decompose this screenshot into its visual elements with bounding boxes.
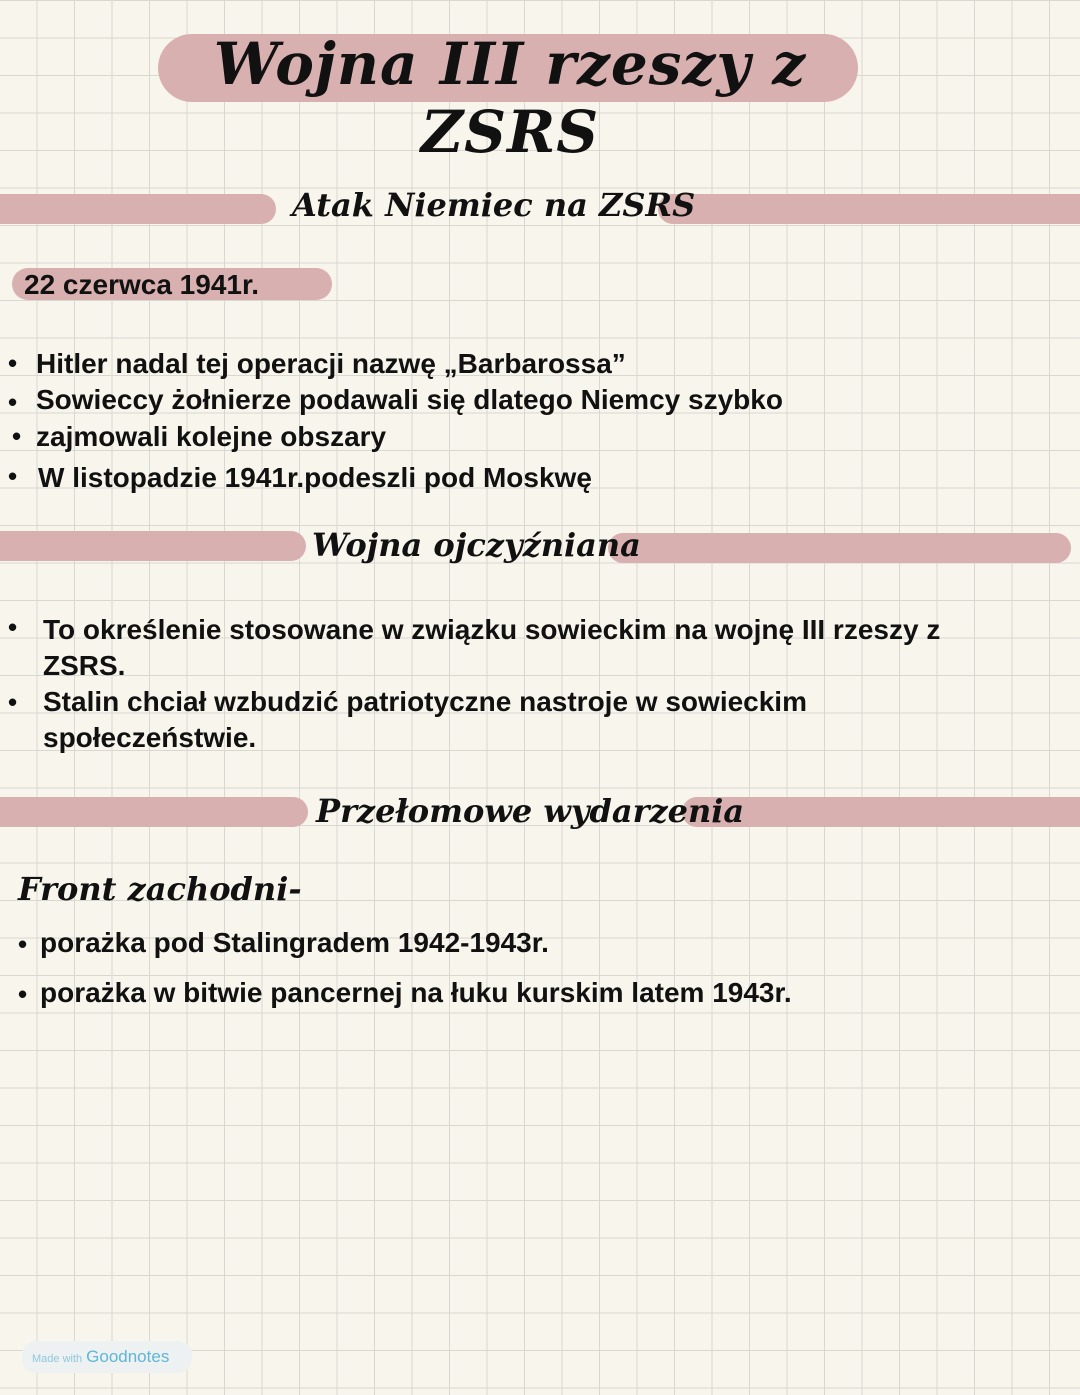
bullet-dot: • [12, 421, 22, 451]
list-item: porażka pod Stalingradem 1942-1943r. [40, 927, 549, 958]
date-label: 22 czerwca 1941r. [24, 269, 260, 300]
title-block [150, 22, 870, 166]
list-item: Hitler nadal tej operacji nazwę „Barbarossa” [36, 348, 626, 379]
list-item-continuation: ZSRS. [43, 650, 126, 681]
section-band-right [658, 194, 1080, 224]
bullet-dot: • [8, 348, 18, 378]
bullet-dot: • [18, 929, 28, 959]
bullet-dot: • [8, 687, 18, 717]
bullet-dot: • [8, 387, 18, 417]
section-heading-wojna: Wojna ojczyźniana [312, 526, 641, 564]
list-item: W listopadzie 1941r.podeszli pod Moskwę [38, 462, 592, 493]
section-heading-atak: Atak Niemiec na ZSRS [292, 186, 696, 224]
bullet-dot: • [18, 979, 28, 1009]
list-item-continuation: społeczeństwie. [43, 722, 257, 753]
list-item: zajmowali kolejne obszary [36, 421, 387, 452]
section-band-left [0, 531, 306, 561]
list-item: To określenie stosowane w związku sowieckim na wojnę III rzeszy z [43, 614, 941, 645]
list-item: Stalin chciał wzbudzić patriotyczne nastroje w sowieckim [43, 686, 807, 717]
section-band-left [0, 797, 308, 827]
list-item: porażka w bitwie pancernej na łuku kurskim latem 1943r. [40, 977, 792, 1008]
badge-brand: Goodnotes [86, 1347, 170, 1366]
subheading-front: Front zachodni- [18, 870, 302, 908]
goodnotes-badge [22, 1341, 192, 1373]
list-item: Sowieccy żołnierze podawali się dlatego Niemcy szybko [36, 384, 783, 415]
section-band-left [0, 194, 276, 224]
section-band-right [608, 533, 1071, 563]
bullet-dot: • [8, 461, 18, 491]
page-title: Wojna III rzeszy z ZSRS [213, 30, 807, 166]
bullet-dot: • [8, 612, 18, 642]
section-heading-przelomowe: Przełomowe wydarzenia [316, 792, 745, 830]
badge-prefix: Made with [32, 1353, 83, 1365]
